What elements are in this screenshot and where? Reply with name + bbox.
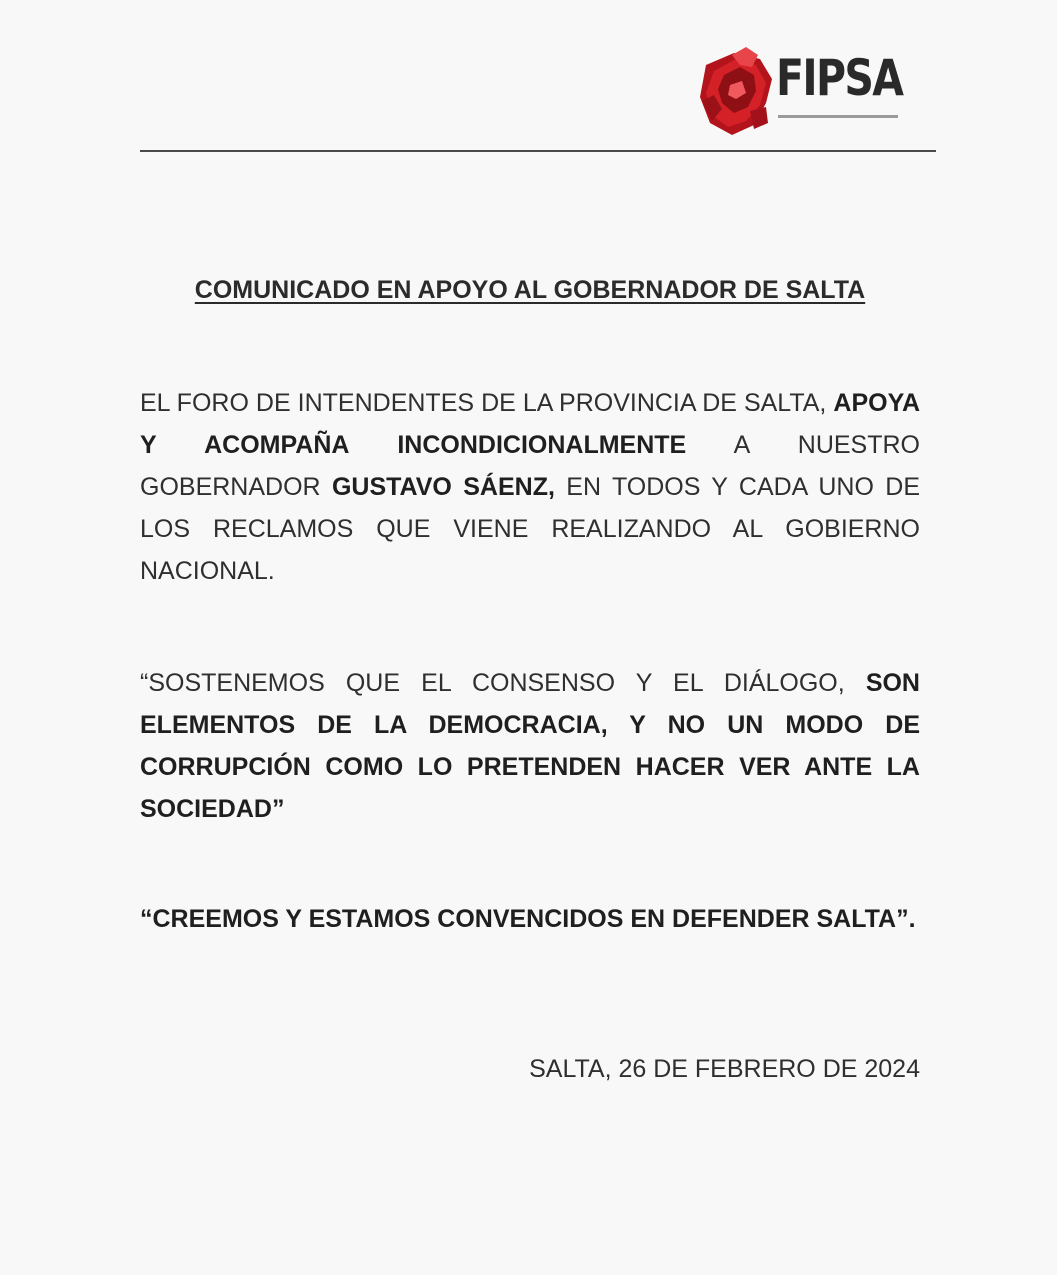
- paragraph-text: EL FORO DE INTENDENTES DE LA PROVINCIA DE SALTA,: [140, 389, 834, 417]
- paragraph-bold-text: APOYA Y ACOMPAÑA INCONDICIONALMENTE: [140, 389, 920, 459]
- paragraph-text: EN TODOS Y CADA UNO DE LOS RECLAMOS QUE VIENE REALIZANDO AL GOBIERNO NACIONAL.: [140, 473, 921, 585]
- logo-tagline-line: [778, 115, 898, 118]
- paragraph-quote-defend: [140, 898, 920, 940]
- header-divider: [140, 150, 936, 152]
- document-title: [140, 276, 920, 305]
- paragraph-bold-text: SON ELEMENTOS DE LA DEMOCRACIA, Y NO UN MODO DE CORRUPCIÓN COMO LO PRETENDEN HACER VER ANTE LA SOCIEDAD”: [140, 669, 920, 823]
- paragraph-text: “SOSTENEMOS QUE EL CONSENSO Y EL DIÁLOGO,: [140, 669, 866, 697]
- paragraph-bold-text: “CREEMOS Y ESTAMOS CONVENCIDOS EN DEFENDER SALTA”.: [140, 905, 916, 933]
- paragraph-support: [140, 382, 920, 592]
- governor-name: GUSTAVO SÁENZ,: [331, 473, 555, 501]
- paragraph-text: A NUESTRO GOBERNADOR: [140, 431, 920, 501]
- paragraph-quote-dialogue: [140, 662, 920, 830]
- document-date: SALTA, 26 DE FEBRERO DE 2024: [529, 1055, 920, 1083]
- document-title-text: COMUNICADO EN APOYO AL GOBERNADOR DE SALTA: [194, 276, 866, 304]
- logo-wordmark: FIPSA: [776, 49, 903, 107]
- fipsa-logo: [696, 45, 906, 135]
- letterhead: [140, 40, 936, 155]
- flower-logo-icon: [696, 45, 776, 137]
